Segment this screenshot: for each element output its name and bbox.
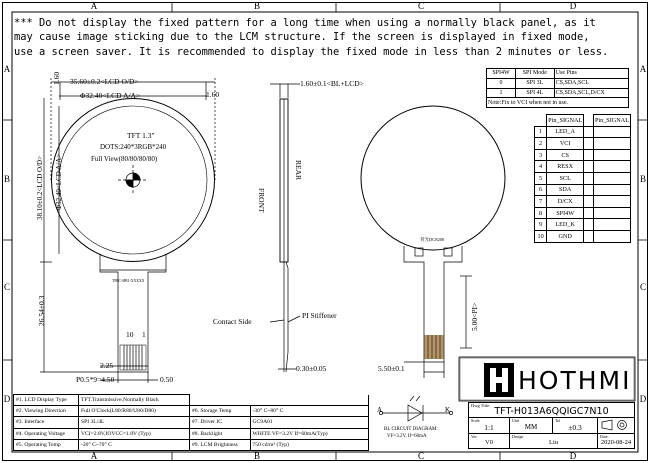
pin-header-signal: Pin_SIGNAL: [593, 115, 630, 127]
tol-label: Tol: [555, 418, 561, 423]
spec-label: #4. Operating Voltage: [14, 428, 79, 439]
pin-header-row: [535, 115, 631, 127]
dim-pitch: 2.25: [100, 361, 114, 370]
pin-row: [535, 149, 631, 161]
zone-label-top-d: D: [569, 1, 577, 11]
ver-label: Ver:: [471, 434, 478, 439]
spec-value: Full O'Clock(L80/R80/U80/D80): [79, 406, 190, 417]
unit-value: MM: [524, 423, 538, 431]
spec-row: [14, 417, 369, 428]
pin-row: [535, 184, 631, 196]
bl-circuit-spec: VF=3.2V, If=60mA: [387, 434, 427, 439]
zone-label-left-c: C: [3, 282, 10, 292]
pin-signal: GND: [547, 230, 584, 242]
dwg-title-label: Dwg Title:: [471, 403, 491, 408]
pin-label-10: 10: [126, 330, 134, 339]
zone-label-left-b: B: [3, 174, 10, 184]
spi-header-cell: SPI4W: [487, 69, 516, 79]
spi-header-cell: SPI Mode: [515, 69, 554, 79]
dim-thickness: 1.60±0.1<BL+LCD>: [300, 79, 364, 88]
bl-circuit-title: BL CIRCUIT DIAGRAM:: [384, 427, 438, 432]
zone-label-bottom-d: D: [569, 451, 577, 461]
hothmi-logo-mark: [484, 363, 514, 397]
first-angle-projection-icon: [600, 419, 632, 431]
zone-label-right-b: B: [639, 174, 646, 184]
zone-label-bottom-a: A: [90, 451, 98, 461]
pin-signal: SDA: [547, 184, 584, 196]
fpc-code: TPFC-HB1-XXXXX: [112, 279, 145, 283]
title-block-version-row: [469, 434, 635, 449]
spec-row: [14, 439, 369, 450]
spi-mode-table: [486, 68, 629, 108]
spec-label: #2. Viewing Direction: [14, 406, 79, 417]
pin-number: 2: [535, 138, 547, 150]
zone-label-top-b: B: [253, 1, 260, 11]
pin-row: [535, 207, 631, 219]
label-rear: REAR: [294, 160, 303, 181]
dim-back-width: 5.50±0.1: [378, 364, 405, 373]
spec-value: WHITE VF=3.2V If=60mA(Typ): [250, 428, 369, 439]
side-view: [270, 84, 300, 372]
spec-value: TFT,Transmissive,Normally Black: [79, 395, 190, 406]
pin-row: [535, 138, 631, 150]
spec-row: [14, 428, 369, 439]
spi-header-row: [487, 69, 629, 79]
pin-number: 8: [535, 207, 547, 219]
pin-signal: LED_K: [547, 219, 584, 231]
spec-label: #8. Backlight: [190, 428, 251, 439]
design-label: Design: [512, 434, 524, 439]
ver-value: V0: [485, 439, 493, 446]
date-value: 2020-08-24: [600, 439, 632, 446]
pin-signal-table: [534, 114, 631, 243]
spi-row: [487, 78, 629, 88]
pin-signal: SPI4W: [547, 207, 584, 219]
cathode-label: K: [445, 406, 451, 414]
backlight-part-label: 背光DC8200: [420, 237, 445, 242]
zone-label-left-d: D: [3, 394, 11, 404]
warning-line-2: may cause image sticking due to the LCM structure. If the screen is displayed in fixed mode,: [14, 31, 590, 44]
pin-number: 9: [535, 219, 547, 231]
zone-label-top-c: C: [417, 1, 424, 11]
scale-value: 1:1: [484, 423, 494, 432]
spec-row: [14, 406, 369, 417]
spec-value: -30° C~80° C: [250, 406, 369, 417]
pin-row: [535, 230, 631, 242]
dim-aa-height: Φ32.40<LCD A/A>: [55, 153, 63, 210]
pin-signal: CS: [547, 149, 584, 161]
zone-label-bottom-c: C: [417, 451, 424, 461]
spi-header-cell: Use Pins: [554, 69, 628, 79]
pin-number: 6: [535, 184, 547, 196]
spec-label: #5. Operating Temp: [14, 439, 79, 450]
spec-label: #6. Storage Temp: [190, 406, 251, 417]
scale-label: Scale: [471, 418, 480, 423]
spi-cell: 0: [487, 78, 516, 88]
pin-row: [535, 196, 631, 208]
spec-value: 750 cd/m² (Typ): [250, 439, 369, 450]
spi-note-row: [487, 98, 629, 108]
panel-size-label: TFT 1.3": [127, 131, 155, 140]
warning-line-1: *** Do not display the fixed pattern for a long time when using a normally black panel, as it: [14, 17, 596, 29]
panel-dots-label: DOTS:240*3RGB*240: [100, 143, 167, 151]
dim-fpc-thickness: 0.30±0.05: [296, 364, 327, 373]
unit-label: Unit: [512, 418, 520, 423]
pin-number: 3: [535, 149, 547, 161]
dim-aa-width: Φ32.40<LCD A/A>: [80, 91, 141, 100]
pin-header-blank: [535, 115, 547, 127]
pin-signal: SCL: [547, 172, 584, 184]
design-value: Liu: [548, 439, 559, 446]
pin-signal: D/CX: [547, 196, 584, 208]
pin-row: [535, 161, 631, 173]
pin-number: 4: [535, 161, 547, 173]
spi-cell: CS,SDA,SCL: [554, 78, 628, 88]
spec-value: -20° C~70° C: [79, 439, 190, 450]
spi-cell: SPI 4L: [515, 88, 554, 98]
zone-label-left-a: A: [3, 64, 11, 74]
dim-outer-width: 35.60±0.2<LCD O/D>: [70, 77, 139, 86]
date-label: Date:: [600, 434, 609, 439]
dim-fpc-length: 26.54±0.3: [37, 295, 46, 326]
anode-label: A: [377, 406, 383, 414]
zone-label-right-d: D: [639, 394, 647, 404]
spec-value: GC9A01: [250, 417, 369, 428]
dim-outer-height: 38.10±0.2<LCD O/D>: [36, 155, 44, 220]
spec-table: [13, 394, 369, 451]
pin-label-1: 1: [142, 330, 146, 339]
spi-cell: 1: [487, 88, 516, 98]
pin-signal: RESX: [547, 161, 584, 173]
dim-1-60-top: 1.60: [52, 71, 61, 85]
brand-name: HOTHMI: [518, 366, 632, 395]
projection-symbol: [598, 418, 635, 434]
warning-line-3: use a screen saver. It is recommended to display the fixed mode in less than 2 minutes or less.: [14, 45, 609, 58]
spi-cell: CS,SDA,SCL,D/CX: [554, 88, 628, 98]
dim-back-length: 5.00<PI>: [470, 302, 479, 331]
spi-note: Note:Fix to VCI when not in use.: [487, 98, 629, 108]
zone-label-right-c: C: [639, 282, 646, 292]
spec-row: [14, 395, 369, 406]
zone-label-bottom-b: B: [253, 451, 260, 461]
dim-1-60-right: 1.60: [206, 90, 220, 99]
pin-signal: LED_A: [547, 126, 584, 138]
dim-pins: P0.5*9=4.50: [76, 375, 115, 384]
spi-cell: SPI 3L: [515, 78, 554, 88]
pin-number: 5: [535, 172, 547, 184]
spec-value: [250, 395, 369, 406]
pin-header-blank: [584, 115, 594, 127]
title-block-title-row: [469, 403, 635, 418]
dwg-title: TFT-H013A6QQIGC7N10: [494, 406, 609, 417]
spec-value: VCI=2.8V,IOVCC=1.8V (Typ): [79, 428, 190, 439]
pin-number: 7: [535, 196, 547, 208]
spec-label: [190, 395, 251, 406]
label-front: FRONT: [257, 188, 266, 213]
spec-value: SPI 3L/4L: [79, 417, 190, 428]
pin-signal: VCI: [547, 138, 584, 150]
spec-label: #9. LCM Brightness: [190, 439, 251, 450]
title-block-scale-row: [469, 418, 635, 434]
tol-value: ±0.3: [568, 423, 582, 432]
spi-row: [487, 88, 629, 98]
contact-side-label: Contact Side: [213, 317, 252, 326]
dim-lead: 0.50: [160, 375, 174, 384]
pin-row: [535, 126, 631, 138]
pin-row: [535, 172, 631, 184]
spec-label: #1. LCD Display Type: [14, 395, 79, 406]
title-block: [468, 402, 635, 449]
pin-header-signal: Pin_SIGNAL: [547, 115, 584, 127]
backlight-circuit: [379, 396, 452, 421]
zone-label-top-a: A: [90, 1, 98, 11]
spec-label: #3. Interface: [14, 417, 79, 428]
zone-label-right-a: A: [639, 64, 647, 74]
pi-stiffener-label: PI Stiffener: [302, 311, 337, 320]
spec-label: #7. Driver IC: [190, 417, 251, 428]
pin-row: [535, 219, 631, 231]
pin-number: 10: [535, 230, 547, 242]
panel-view-label: Full View(80/80/80/80): [91, 155, 158, 163]
pin-number: 1: [535, 126, 547, 138]
